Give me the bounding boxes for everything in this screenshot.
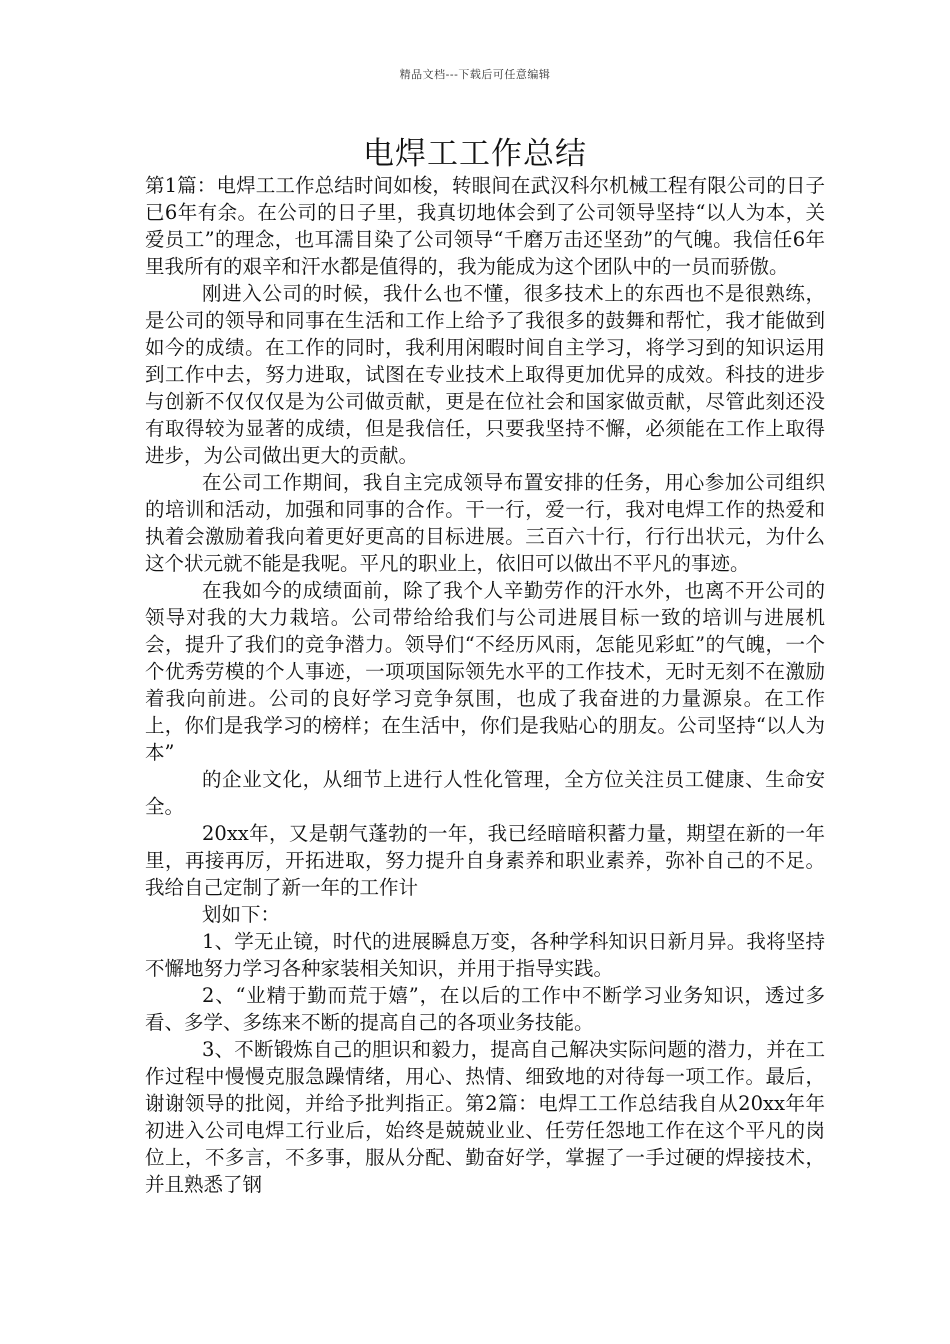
- document-title: 电焊工工作总结: [363, 136, 587, 172]
- paragraph: 刚进入公司的时候，我什么也不懂，很多技术上的东西也不是很熟练，是公司的领导和同事在生活和工作上给予了我很多的鼓舞和帮忙，我才能做到如今的成绩。在工作的同时，我利用闲暇时间自主学习，将学习到的知识运用到工作中去，努力进取，试图在专业技术上取得更加优异的成效。科技的进步与创新不仅仅仅是为公司做贡献，更是在位社会和国家做贡献，尽管此刻还没有取得较为显著的成绩，但是我信任，只要我坚持不懈，必须能在工作上取得进步，为公司做出更大的贡献。: [145, 282, 825, 467]
- paragraph: 第1篇：电焊工工作总结时间如梭，转眼间在武汉科尔机械工程有限公司的日子已6年有余。在公司的日子里，我真切地体会到了公司领导坚持“以人为本，关爱员工”的理念，也耳濡目染了公司领导“千磨万击还坚劲”的气魄。我信任6年里我所有的艰辛和汗水都是值得的，我为能成为这个团队中的一员而骄傲。: [145, 174, 825, 278]
- header-note: 精品文档---下载后可任意编辑: [399, 68, 551, 81]
- list-item: 1、学无止镜，时代的进展瞬息万变，各种学科知识日新月异。我将坚持不懈地努力学习各种家装相关知识，并用于指导实践。: [145, 930, 825, 980]
- paragraph: 在公司工作期间，我自主完成领导布置安排的任务，用心参加公司组织的培训和活动，加强和同事的合作。干一行，爱一行，我对电焊工作的热爱和执着会激励着我向着更好更高的目标进展。三百六十行，行行出状元，为什么这个状元就不能是我呢。平凡的职业上，依旧可以做出不平凡的事迹。: [145, 471, 825, 575]
- list-item: 2、“业精于勤而荒于嬉”，在以后的工作中不断学习业务知识，透过多看、多学、多练来不断的提高自己的各项业务技能。: [145, 984, 825, 1034]
- list-item: 3、不断锻炼自己的胆识和毅力，提高自己解决实际问题的潜力，并在工作过程中慢慢克服急躁情绪，用心、热情、细致地的对待每一项工作。最后，谢谢领导的批阅，并给予批判指正。第2篇：电焊工工作总结我自从20xx年年初进入公司电焊工行业后，始终是兢兢业业、任劳任怨地工作在这个平凡的岗位上，不多言，不多事，服从分配、勤奋好学，掌握了一手过硬的焊接技术，并且熟悉了钢: [145, 1038, 825, 1196]
- paragraph: 在我如今的成绩面前，除了我个人辛勤劳作的汗水外，也离不开公司的领导对我的大力栽培。公司带给给我们与公司进展目标一致的培训与进展机会，提升了我们的竞争潜力。领导们“不经历风雨，怎能见彩虹”的气魄，一个个优秀劳模的个人事迹，一项项国际领先水平的工作技术，无时无刻不在激励着我向前进。公司的良好学习竞争氛围，也成了我奋进的力量源泉。在工作上，你们是我学习的榜样；在生活中，你们是我贴心的朋友。公司坚持“以人为本”: [145, 579, 825, 764]
- document-body: [145, 172, 825, 1198]
- paragraph: 的企业文化，从细节上进行人性化管理，全方位关注员工健康、生命安全。: [145, 768, 825, 818]
- paragraph: 划如下：: [202, 903, 281, 926]
- paragraph: 20xx年，又是朝气蓬勃的一年，我已经暗暗积蓄力量，期望在新的一年里，再接再厉，开拓进取，努力提升自身素养和职业素养，弥补自己的不足。我给自己定制了新一年的工作计: [145, 822, 825, 899]
